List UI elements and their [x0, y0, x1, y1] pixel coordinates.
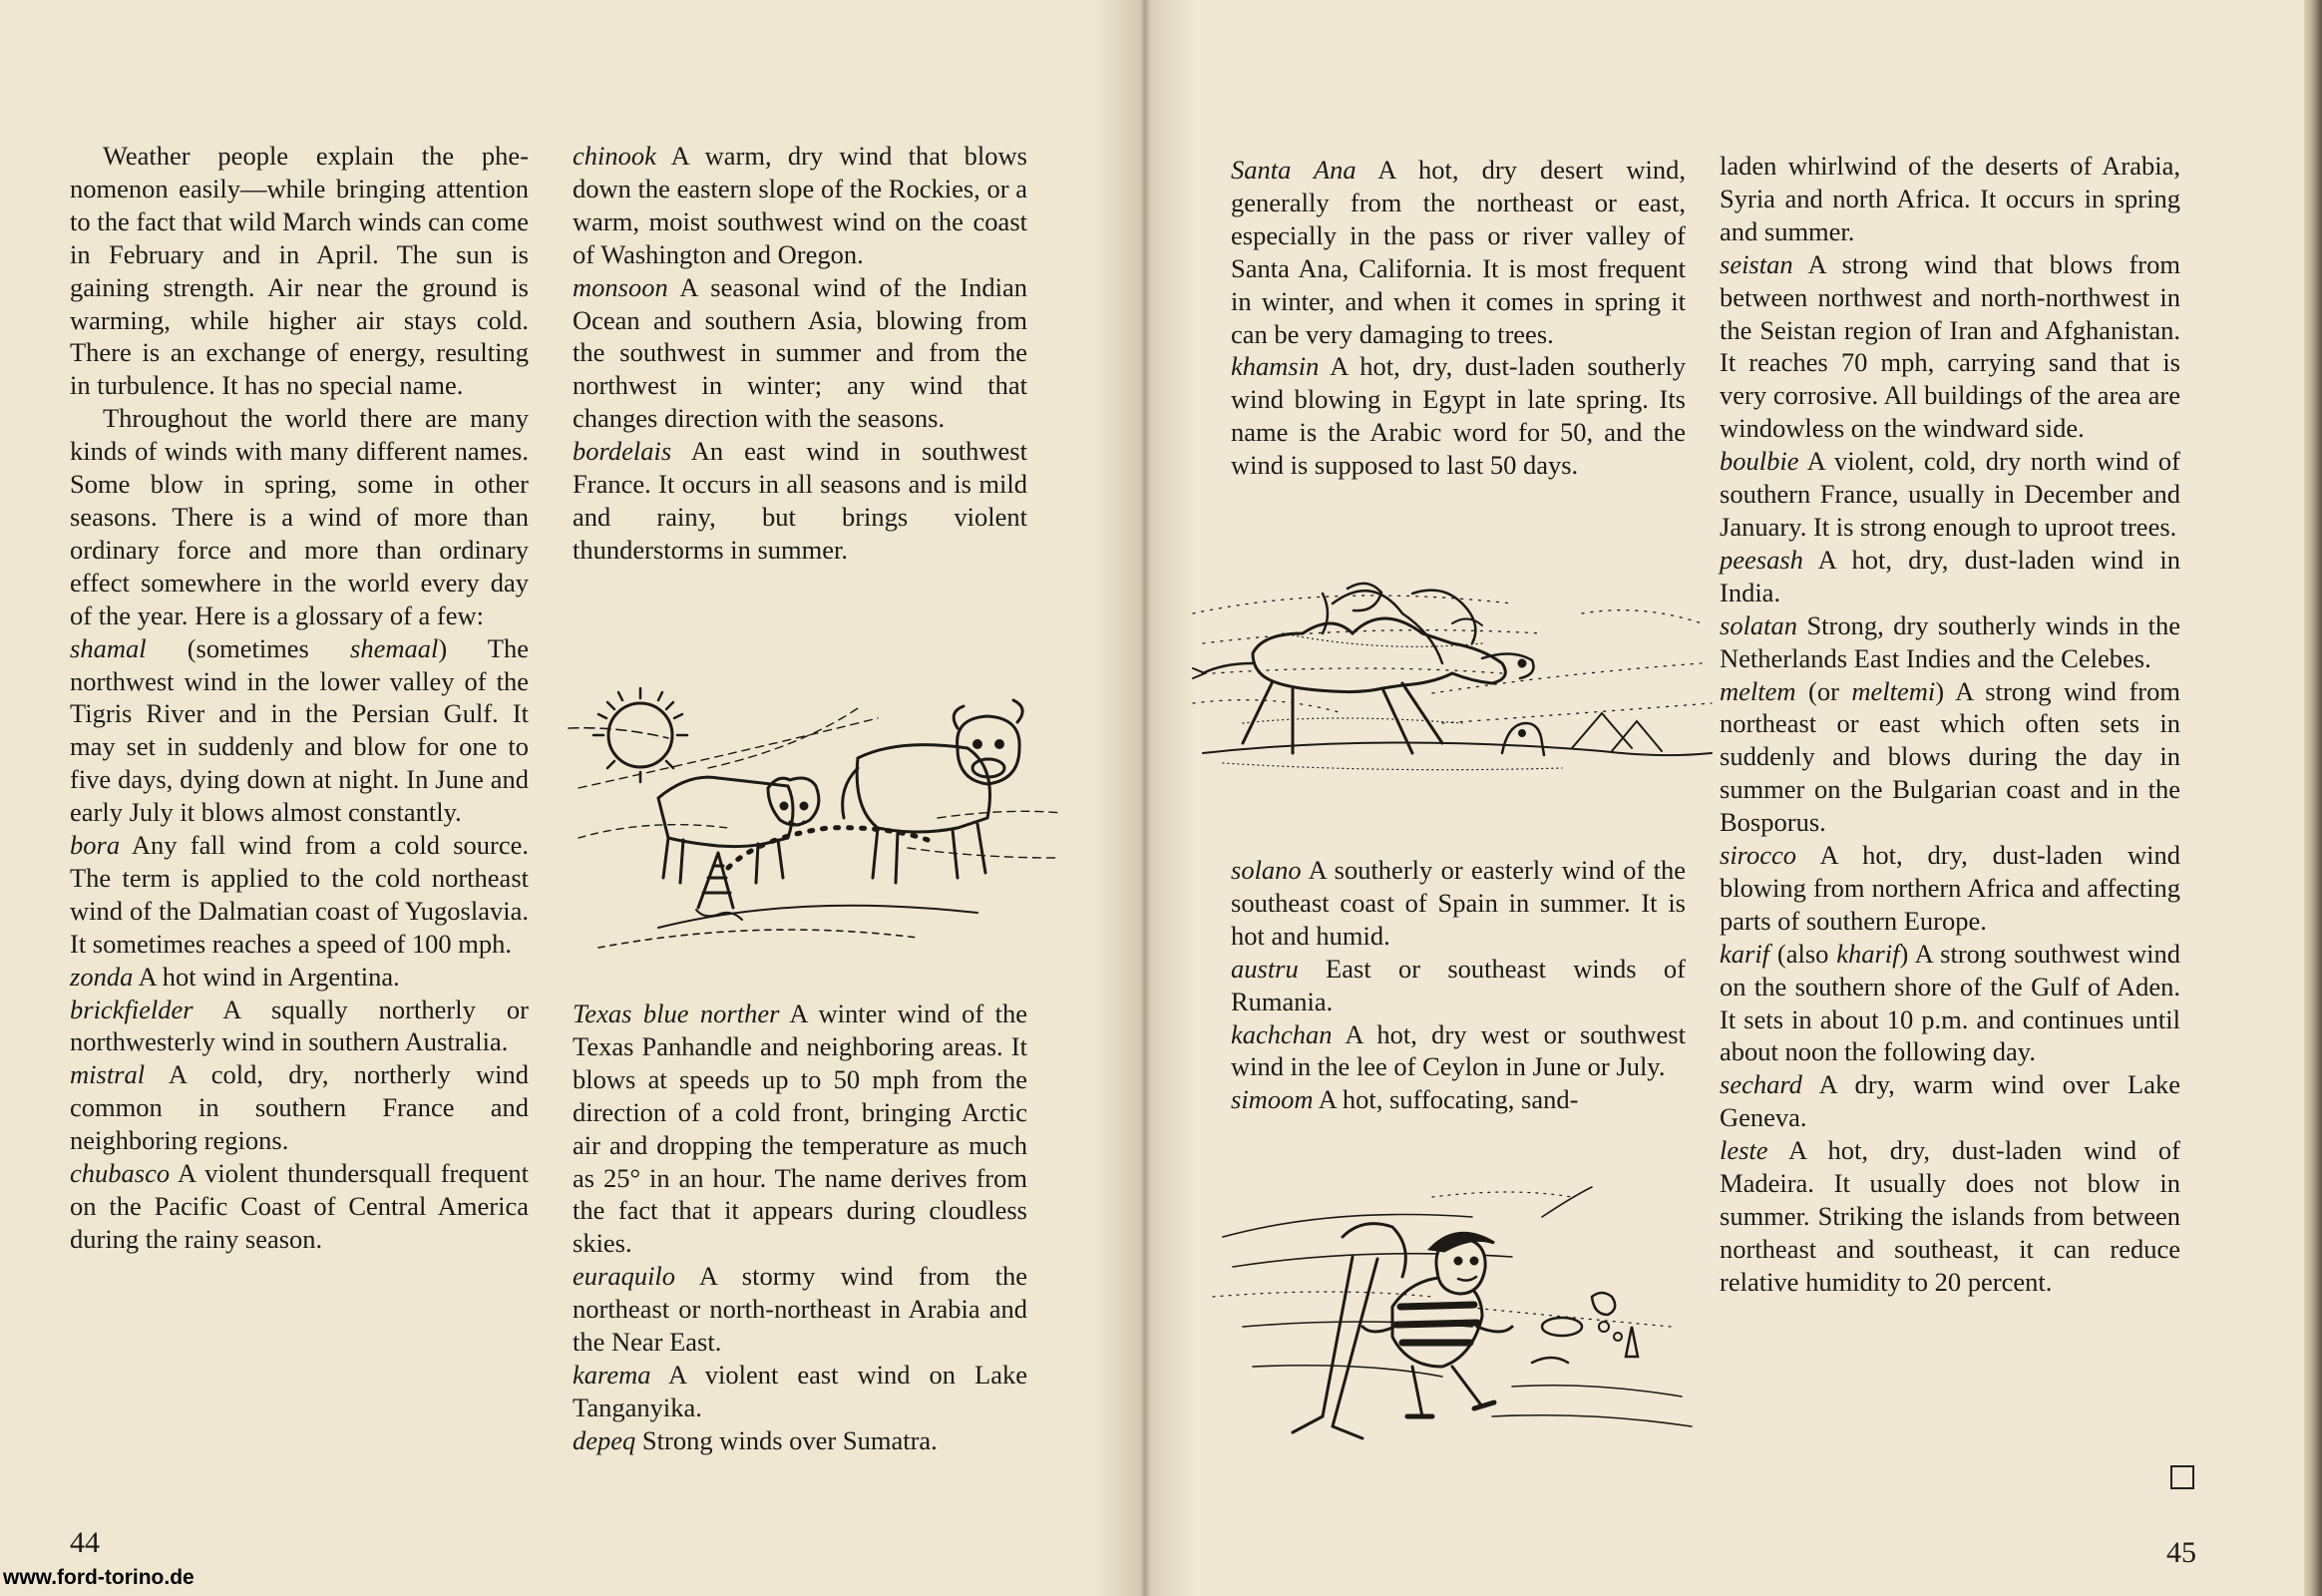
glossary-entry [1720, 609, 2180, 675]
glossary-definition: Strong, dry southerly winds in the Netherlands East Indies and the Celebes. [1720, 609, 2180, 673]
glossary-definition: A hot, dry, dust-laden wind blowing from northern Africa and affecting parts of southern Europe. [1720, 840, 2180, 936]
glossary-definition: (sometimes shemaal) The northwest wind in the lower valley of the Tigris River and in the Persian Gulf. It may set in suddenly and blow for one to five days, dying down at night. In June and early July it blows almost constantly. [70, 632, 529, 828]
glossary-entry [573, 1260, 1027, 1359]
glossary-entry [1720, 248, 2180, 445]
glossary-definition: A violent east wind on Lake Tanganyika. [573, 1359, 1027, 1422]
simoom-traveler-illustration [1213, 1177, 1702, 1446]
glossary-definition: A hot, dry, dust-laden southerly wind blowing in Egypt in late spring. Its name is the Arabic word for 50, and the wind is supposed to last 50 days. [1231, 351, 1686, 481]
glossary-entry [1231, 154, 1686, 350]
end-of-article-mark [2170, 1465, 2194, 1489]
glossary-definition: (or meltemi) A strong wind from northeast or east which often sets in suddenly and blows during the day in summer on the Bulgarian coast and in the Bosporus. [1720, 675, 2180, 838]
glossary-definition: A cold, dry, northerly wind common in southern France and neighboring regions. [70, 1059, 529, 1156]
glossary-term: sechard [1720, 1069, 1802, 1100]
glossary-entry [70, 961, 529, 994]
glossary-definition: A hot, dry, dust-laden wind of Madeira. It usually does not blow in summer. Striking the islands from between northeast and southeast, it can reduce relative humidity to 20 percent. [1720, 1135, 2180, 1297]
glossary-definition: A dry, warm wind over Lake Geneva. [1720, 1069, 2180, 1133]
glossary-term: peesash [1720, 544, 1803, 575]
glossary-entry [1231, 953, 1686, 1018]
glossary-term: chubasco [70, 1158, 171, 1189]
glossary-entry [1231, 854, 1686, 953]
glossary-term: chinook [573, 141, 656, 171]
glossary-term: austru [1231, 953, 1299, 984]
glossary-definition: Any fall wind from a cold source. The term is applied to the cold northeast wind of the Dalmatian coast of Yugoslavia. It sometimes reaches a speed of 100 mph. [70, 830, 529, 959]
khamsin-camel-illustration [1183, 574, 1722, 803]
right-column-1-top [1231, 154, 1686, 482]
glossary-term: meltem [1720, 675, 1796, 706]
glossary-term: bora [70, 830, 121, 861]
glossary-entry [1720, 544, 2180, 609]
right-page [1143, 0, 2304, 1596]
glossary-term: sirocco [1720, 840, 1797, 871]
glossary-definition: A strong wind that blows from between northwest and north-northwest in the Seistan region of Iran and Afghanistan. It reaches 70 mph, carrying sand that is very corrosive. All buildings of the area are windowless on the windward side. [1720, 248, 2180, 444]
glossary-entry [1720, 1134, 2180, 1299]
glossary-entry [1231, 350, 1686, 482]
glossary-definition: A hot, dry, dust-laden wind in India. [1720, 544, 2180, 607]
glossary-entry [573, 271, 1027, 436]
glossary-term: euraquilo [573, 1261, 676, 1292]
glossary-entry [1720, 675, 2180, 840]
glossary-term: kachchan [1231, 1018, 1333, 1049]
glossary-term: simoom [1231, 1084, 1314, 1115]
body-paragraph: Throughout the world there are many kinds of winds with many different names. Some blow in spring, some in other seasons. There is a wind of more than ordinary force and more than ordinary effect somewhere in the world every day of the year. Here is a glossary of a few: [70, 403, 529, 630]
glossary-definition: East or southeast winds of Rumania. [1231, 953, 1686, 1016]
left-page [0, 0, 1143, 1596]
glossary-term: shamal [70, 632, 147, 663]
left-column-1 [70, 140, 529, 1256]
right-column-2 [1720, 150, 2180, 1299]
glossary-entry [1231, 1083, 1686, 1116]
glossary-definition: A hot, suffocating, sand- [1313, 1084, 1579, 1115]
glossary-definition: A stormy wind from the northeast or north-northeast in Arabia and the Near East. [573, 1261, 1027, 1358]
glossary-entry [1231, 1018, 1686, 1084]
glossary-term: leste [1720, 1135, 1768, 1166]
glossary-definition: A southerly or easterly wind of the southeast coast of Spain in summer. It is hot and humid. [1231, 855, 1686, 951]
glossary-term: mistral [70, 1059, 146, 1090]
left-column-2-bottom [573, 998, 1027, 1457]
glossary-definition: A violent, cold, dry north wind of southern France, usually in December and January. It is strong enough to uproot trees. [1720, 446, 2180, 542]
glossary-entry [1720, 445, 2180, 544]
glossary-definition: A hot, dry west or southwest wind in the lee of Ceylon in June or July. [1231, 1018, 1686, 1082]
glossary-term: solano [1231, 855, 1302, 885]
body-paragraph: laden whirlwind of the deserts of Arabia, Syria and north Africa. It occurs in spring and summer. [1720, 151, 2180, 246]
page-number-left: 44 [70, 1526, 100, 1559]
book-gutter [1095, 0, 1195, 1596]
page-number-right: 45 [2166, 1536, 2196, 1569]
glossary-definition: A hot, dry desert wind, generally from the northeast or east, especially in the pass or river valley of Santa Ana, California. It is most frequent in winter, and when it comes in spring it can be very damaging to trees. [1231, 155, 1686, 349]
glossary-definition: Strong winds over Sumatra. [635, 1424, 938, 1455]
glossary-entry [70, 1157, 529, 1256]
glossary-definition: An east wind in southwest France. It occurs in all seasons and is mild and rainy, but brings violent thunderstorms in summer. [573, 436, 1027, 565]
glossary-term: monsoon [573, 271, 668, 302]
glossary-entry [1720, 839, 2180, 938]
glossary-term: karema [573, 1359, 651, 1390]
glossary-definition: A violent thundersquall frequent on the Pacific Coast of Central America during the rainy season. [70, 1158, 529, 1254]
glossary-definition: A winter wind of the Texas Panhandle and neighboring areas. It blows at speeds up to 50 mph from the direction of a cold front, bringing Arctic air and dropping the temperature as much as 25° in an hour. The name derives from the fact that it appears during cloudless skies. [573, 998, 1027, 1259]
glossary-entry [573, 1359, 1027, 1424]
glossary-entry [573, 1424, 1027, 1457]
page-edge [2304, 0, 2322, 1596]
glossary-term: karif [1720, 938, 1770, 969]
glossary-entry [573, 140, 1027, 271]
glossary-definition: A warm, dry wind that blows down the eastern slope of the Rockies, or a warm, moist southwest wind on the coast of Washington and Oregon. [573, 141, 1027, 269]
glossary-term: zonda [70, 961, 134, 992]
glossary-term: Texas blue norther [573, 998, 780, 1028]
body-paragraph: Weather people explain the phenomenon easily—while bringing attention to the fact that wild March winds can come in February and in April. The sun is gaining strength. Air near the ground is warming, while higher air stays cold. There is an exchange of energy, resulting in turbulence. It has no special name. [70, 141, 529, 401]
glossary-term: solatan [1720, 609, 1798, 640]
right-column-1-bottom [1231, 854, 1686, 1116]
glossary-term: khamsin [1231, 351, 1320, 382]
glossary-entry [70, 1058, 529, 1157]
glossary-entry [1720, 1068, 2180, 1134]
glossary-definition: (also kharif) A strong southwest wind on the southern shore of the Gulf of Aden. It sets in about 10 p.m. and continues until about noon the following day. [1720, 938, 2180, 1067]
glossary-definition: A hot wind in Argentina. [133, 961, 400, 992]
glossary-term: seistan [1720, 248, 1793, 279]
footer-url: www.ford-torino.de [0, 1566, 197, 1590]
glossary-term: bordelais [573, 436, 672, 467]
glossary-entry [70, 829, 529, 961]
glossary-entry [70, 632, 529, 829]
chinook-cattle-illustration [559, 678, 1067, 968]
glossary-definition: A seasonal wind of the Indian Ocean and southern Asia, blowing from the southwest in summer and from the northwest in winter; any wind that changes direction with the seasons. [573, 271, 1027, 434]
glossary-entry [573, 998, 1027, 1260]
glossary-term: Santa Ana [1231, 155, 1356, 185]
glossary-term: brickfielder [70, 994, 194, 1024]
left-column-2-top [573, 140, 1027, 567]
glossary-entry [70, 994, 529, 1059]
glossary-entry [1720, 938, 2180, 1069]
glossary-term: depeq [573, 1424, 636, 1455]
glossary-definition: A squally northerly or northwesterly wind in southern Australia. [70, 994, 529, 1057]
glossary-entry [573, 435, 1027, 567]
glossary-term: boulbie [1720, 446, 1799, 477]
